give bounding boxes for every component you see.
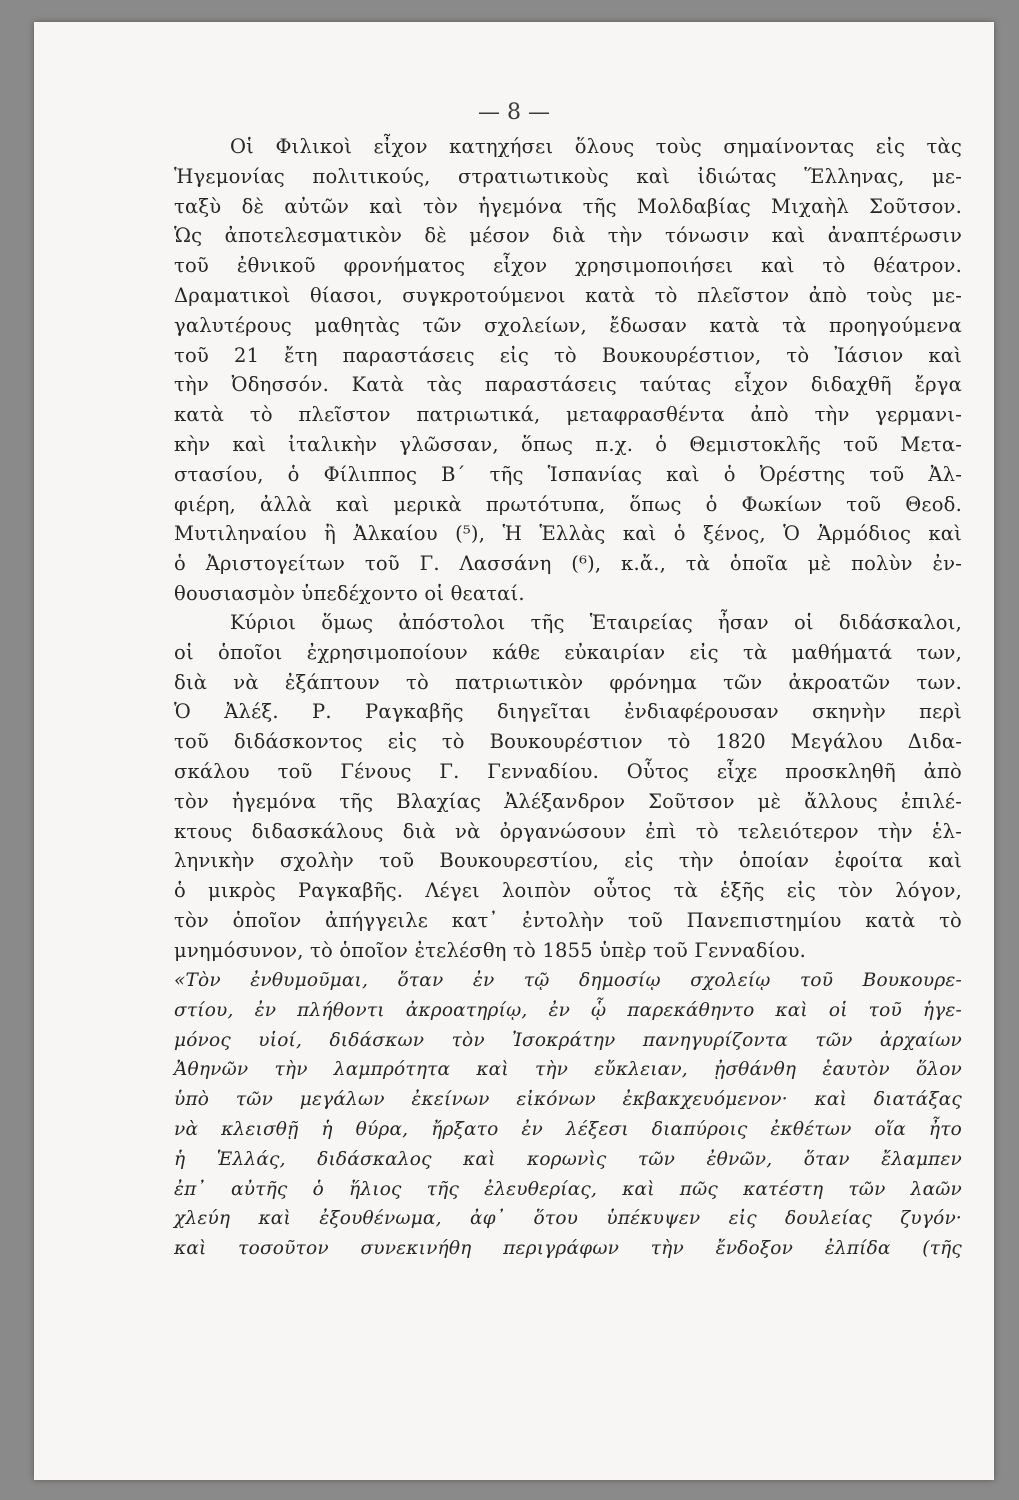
text-line: Ἡγεμονίας πολιτικούς, στρατιωτικοὺς καὶ ἰδιώτας Ἕλληνας, με- xyxy=(174,164,962,188)
text-line: τὸν ἡγεμόνα τῆς Βλαχίας Ἀλέξανδρον Σοῦτσον μὲ ἄλλους ἐπιλέ- xyxy=(174,789,962,813)
text-line: Μυτιληναίου ἢ Ἀλκαίου (⁵), Ἡ Ἑλλὰς καὶ ὁ ξένος, Ὁ Ἁρμόδιος καὶ xyxy=(174,522,962,546)
text-line: σκάλου τοῦ Γένους Γ. Γενναδίου. Οὗτος εἶχε προσκληθῆ ἀπὸ xyxy=(174,759,962,783)
text-line: μόνος υἱοί, διδάσκων τὸν Ἰσοκράτην πανηγυρίζοντα τῶν ἀρχαίων xyxy=(174,1029,962,1051)
text-line: κὴν καὶ ἰταλικὴν γλῶσσαν, ὅπως π.χ. ὁ Θεμιστοκλῆς τοῦ Μετα- xyxy=(174,432,962,456)
text-line: τὸν ὁποῖον ἀπήγγειλε κατ᾽ ἐντολὴν τοῦ Πανεπιστημίου κατὰ τὸ xyxy=(174,908,962,932)
text-line: στίου, ἐν πλήθοντι ἀκροατηρίῳ, ἐν ᾧ παρεκάθηντο καὶ οἱ τοῦ ἡγε- xyxy=(174,999,962,1021)
text-line: γαλυτέρους μαθητὰς τῶν σχολείων, ἔδωσαν κατὰ τὰ προηγούμενα xyxy=(174,313,962,337)
text-line: ταξὺ δὲ αὐτῶν καὶ τὸν ἡγεμόνα τῆς Μολδαβίας Μιχαὴλ Σοῦτσον. xyxy=(174,194,962,218)
text-line: κατὰ τὸ πλεῖστον πατριωτικά, μεταφρασθέντα ἀπὸ τὴν γερμανι- xyxy=(174,403,962,427)
text-line: χλεύη καὶ ἐξουθένωμα, ἀφ᾽ ὅτου ὑπέκυψεν εἰς δουλείας ζυγόν· xyxy=(174,1208,962,1230)
text-line: ὁ μικρὸς Ραγκαβῆς. Λέγει λοιπὸν οὗτος τὰ ἑξῆς εἰς τὸν λόγον, xyxy=(174,879,962,903)
book-page xyxy=(34,22,994,1480)
text-line: ἐπ᾽ αὐτῆς ὁ ἥλιος τῆς ἐλευθερίας, καὶ πῶς κατέστη τῶν λαῶν xyxy=(174,1178,962,1200)
text-line: ὁ Ἀριστογείτων τοῦ Γ. Λασσάνη (⁶), κ.ἄ., τὰ ὁποῖα μὲ πολὺν ἐν- xyxy=(174,552,962,576)
text-line: φιέρη, ἀλλὰ καὶ μερικὰ πρωτότυπα, ὅπως ὁ Φωκίων τοῦ Θεοδ. xyxy=(174,492,962,516)
text-line: οἱ ὁποῖοι ἐχρησιμοποίουν κάθε εὐκαιρίαν εἰς τὰ μαθήματά των, xyxy=(174,640,962,664)
text-line: διὰ νὰ ἐξάπτουν τὸ πατριωτικὸν φρόνημα τῶν ἀκροατῶν των. xyxy=(174,670,962,694)
text-line: ἡ Ἑλλάς, διδάσκαλος καὶ κορωνὶς τῶν ἐθνῶν, ὅταν ἔλαμπεν xyxy=(174,1148,962,1170)
text-line: ληνικὴν σχολὴν τοῦ Βουκουρεστίου, εἰς τὴν ὁποίαν ἐφοίτα καὶ xyxy=(174,849,962,873)
text-line: Ἀθηνῶν τὴν λαμπρότητα καὶ τὴν εὔκλειαν, ᾐσθάνθη ἑαυτὸν ὅλον xyxy=(174,1059,962,1081)
text-line: νὰ κλεισθῇ ἡ θύρα, ἤρξατο ἐν λέξεσι διαπύροις ἐκθέτων οἵα ἦτο xyxy=(174,1118,962,1140)
text-line: τοῦ 21 ἔτη παραστάσεις εἰς τὸ Βουκουρέστιον, τὸ Ἰάσιον καὶ xyxy=(174,343,962,367)
text-line: Ὡς ἀποτελεσματικὸν δὲ μέσον διὰ τὴν τόνωσιν καὶ ἀναπτέρωσιν xyxy=(174,224,962,248)
paragraph-quote-gennadios xyxy=(174,966,962,1264)
text-line: Δραματικοὶ θίασοι, συγκροτούμενοι κατὰ τὸ πλεῖστον ἀπὸ τοὺς με- xyxy=(174,283,962,307)
paragraph-didaskaloi xyxy=(174,608,962,966)
text-line: τοῦ διδάσκοντος εἰς τὸ Βουκουρέστιον τὸ 1820 Μεγάλου Διδα- xyxy=(174,730,962,754)
page-number: — 8 — xyxy=(478,100,550,125)
paragraph-filikoi xyxy=(174,132,962,609)
text-line: μνημόσυνον, τὸ ὁποῖον ἐτελέσθη τὸ 1855 ὑπὲρ τοῦ Γενναδίου. xyxy=(174,938,807,962)
text-line: στασίου, ὁ Φίλιππος Β΄ τῆς Ἱσπανίας καὶ ὁ Ὀρέστης τοῦ Ἀλ- xyxy=(174,462,962,486)
text-line: τοῦ ἐθνικοῦ φρονήματος εἶχον χρησιμοποιήσει καὶ τὸ θέατρον. xyxy=(174,254,962,278)
text-line: τὴν Ὀδησσόν. Κατὰ τὰς παραστάσεις ταύτας εἶχον διδαχθῆ ἔργα xyxy=(174,373,962,397)
text-line: ὑπὸ τῶν μεγάλων ἐκείνων εἰκόνων ἐκβακχευόμενον· καὶ διατάξας xyxy=(174,1089,962,1111)
text-line: Ὁ Ἀλέξ. Ρ. Ραγκαβῆς διηγεῖται ἐνδιαφέρουσαν σκηνὴν περὶ xyxy=(174,700,962,724)
text-line: θουσιασμὸν ὑπεδέχοντο οἱ θεαταί. xyxy=(174,581,525,605)
text-line: Οἱ Φιλικοὶ εἶχον κατηχήσει ὅλους τοὺς σημαίνοντας εἰς τὰς xyxy=(230,135,962,158)
text-line: καὶ τοσοῦτον συνεκινήθη περιγράφων τὴν ἔνδοξον ἐλπίδα (τῆς xyxy=(174,1238,962,1260)
text-line: Κύριοι ὅμως ἀπόστολοι τῆς Ἑταιρείας ἦσαν οἱ διδάσκαλοι, xyxy=(230,611,962,634)
text-line: «Τὸν ἐνθυμοῦμαι, ὅταν ἐν τῷ δημοσίῳ σχολείῳ τοῦ Βουκουρε- xyxy=(174,970,962,991)
text-line: κτους διδασκάλους διὰ νὰ ὀργανώσουν ἐπὶ τὸ τελειότερον τὴν ἑλ- xyxy=(174,819,962,843)
